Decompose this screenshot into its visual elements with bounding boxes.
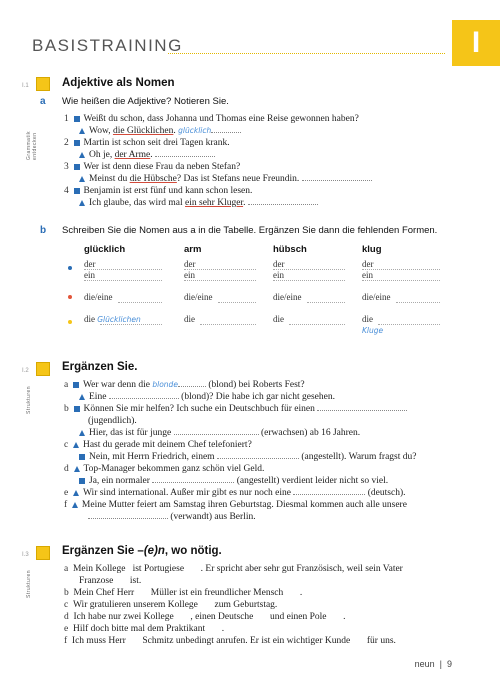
blank-line bbox=[289, 324, 345, 325]
blank-line bbox=[396, 302, 440, 303]
header-divider bbox=[168, 53, 445, 54]
blank-line bbox=[100, 324, 162, 325]
item-answer: Meinst du die Hübsche? Das ist Stefans neue Freundin. bbox=[79, 174, 372, 184]
instruction: Wie heißen die Adjektive? Notieren Sie. bbox=[62, 96, 229, 107]
exercise-line: d Top-Manager bekommen ganz schön viel Geld. bbox=[64, 464, 265, 474]
chapter-tab: I bbox=[452, 20, 500, 66]
table-header: hübsch bbox=[273, 244, 307, 255]
exercise-line: Franzose ist. bbox=[79, 576, 142, 586]
part-letter: b bbox=[40, 225, 47, 236]
plural-bullet bbox=[68, 320, 72, 324]
table-cell: die/eine bbox=[362, 292, 391, 302]
table-cell: der bbox=[84, 259, 162, 270]
exercise-marker bbox=[36, 77, 50, 91]
exercise-title: Adjektive als Nomen bbox=[62, 77, 175, 89]
table-cell: die Glücklichen bbox=[84, 314, 141, 324]
item-answer: Ich glaube, das wird mal ein sehr Kluger. bbox=[79, 198, 318, 208]
item-answer: Oh je, der Arme. bbox=[79, 150, 215, 160]
table-cell: die bbox=[184, 314, 195, 324]
exercise-line: e Wir sind international. Außer mir gibt es nur noch eine (deutsch). bbox=[64, 488, 406, 498]
exercise-line: Ja, ein normaler (angestellt) verdient leider nicht so viel. bbox=[79, 476, 388, 486]
exercise-line: b Mein Chef Herr Müller ist ein freundlicher Mensch . bbox=[64, 588, 303, 598]
part-letter: a bbox=[40, 96, 46, 107]
table-cell: der bbox=[184, 259, 256, 270]
handwritten-answer: blonde bbox=[152, 380, 178, 389]
table-header: klug bbox=[362, 244, 382, 255]
handwritten-answer: Kluge bbox=[362, 326, 384, 335]
exercise-marker bbox=[36, 362, 50, 376]
exercise-line: Hier, das ist für junge (erwachsen) ab 16 Jahren. bbox=[79, 428, 360, 438]
feminine-bullet bbox=[68, 295, 72, 299]
item-question: 2 Martin ist schon seit drei Tagen krank. bbox=[64, 138, 230, 148]
exercise-line: c Hast du gerade mit deinem Chef telefoniert? bbox=[64, 440, 252, 450]
side-label: Strukturen bbox=[26, 385, 32, 414]
masculine-bullet bbox=[68, 266, 72, 270]
exercise-line: (jugendlich). bbox=[88, 416, 137, 426]
exercise-marker bbox=[36, 546, 50, 560]
exercise-line: (verwandt) aus Berlin. bbox=[88, 512, 256, 522]
table-header: glücklich bbox=[84, 244, 126, 255]
page-section-title: BASISTRAINING bbox=[32, 36, 183, 55]
instruction: Schreiben Sie die Nomen aus a in die Tabelle. Ergänzen Sie dann die fehlenden Formen. bbox=[62, 225, 438, 236]
table-cell: ein bbox=[273, 270, 345, 281]
blank-line bbox=[218, 302, 256, 303]
exercise-title: Ergänzen Sie –(e)n, wo nötig. bbox=[62, 545, 222, 557]
page-number: neun | 9 bbox=[414, 659, 452, 669]
table-cell: ein bbox=[84, 270, 162, 281]
blank-line bbox=[307, 302, 345, 303]
item-question: 1 Weißt du schon, dass Johanna und Thomas eine Reise gewonnen haben? bbox=[64, 114, 359, 124]
side-label: Grammatik entdecken bbox=[26, 131, 38, 160]
item-answer: Wow, die Glücklichen. glücklich bbox=[79, 126, 241, 136]
table-cell: die bbox=[273, 314, 284, 324]
exercise-line: d Ich habe nur zwei Kollege , einen Deutsche und einen Pole . bbox=[64, 612, 346, 622]
table-cell: ein bbox=[184, 270, 256, 281]
table-cell: der bbox=[362, 259, 440, 270]
blank-line bbox=[378, 324, 440, 325]
exercise-line: e Hilf doch bitte mal dem Praktikant . bbox=[64, 624, 225, 634]
blank-line bbox=[118, 302, 162, 303]
table-cell: die/eine bbox=[273, 292, 302, 302]
exercise-number: I.3 bbox=[22, 552, 29, 558]
table-cell: die/eine bbox=[184, 292, 213, 302]
exercise-title: Ergänzen Sie. bbox=[62, 361, 138, 373]
item-question: 3 Wer ist denn diese Frau da neben Stefan? bbox=[64, 162, 241, 172]
side-label: Strukturen bbox=[26, 569, 32, 598]
exercise-line: f Ich muss Herr Schmitz unbedingt anrufen. Er ist ein wichtiger Kunde für uns. bbox=[64, 636, 396, 646]
table-cell: die bbox=[362, 314, 373, 324]
table-cell: die/eine bbox=[84, 292, 113, 302]
exercise-line: c Wir gratulieren unserem Kollege zum Geburtstag. bbox=[64, 600, 278, 610]
exercise-number: I.1 bbox=[22, 83, 29, 89]
exercise-line: Nein, mit Herrn Friedrich, einem (angestellt). Warum fragst du? bbox=[79, 452, 416, 462]
table-header: arm bbox=[184, 244, 202, 255]
blank-line bbox=[200, 324, 256, 325]
exercise-number: I.2 bbox=[22, 368, 29, 374]
exercise-line: a Wer war denn die blonde (blond) bei Roberts Fest? bbox=[64, 380, 305, 390]
exercise-line: a Mein Kollege ist Portugiese . Er spricht aber sehr gut Französisch, weil sein Vater bbox=[64, 564, 403, 574]
item-question: 4 Benjamin ist erst fünf und kann schon lesen. bbox=[64, 186, 253, 196]
exercise-line: f Meine Mutter feiert am Samstag ihren Geburtstag. Diesmal kommen auch alle unsere bbox=[64, 500, 407, 510]
handwritten-answer: Glücklichen bbox=[97, 315, 141, 324]
table-cell: der bbox=[273, 259, 345, 270]
exercise-line: b Können Sie mir helfen? Ich suche ein Deutschbuch für einen bbox=[64, 404, 407, 414]
handwritten-answer: glücklich bbox=[178, 126, 212, 135]
exercise-line: Eine (blond)? Die habe ich gar nicht gesehen. bbox=[79, 392, 335, 402]
table-cell: ein bbox=[362, 270, 440, 281]
